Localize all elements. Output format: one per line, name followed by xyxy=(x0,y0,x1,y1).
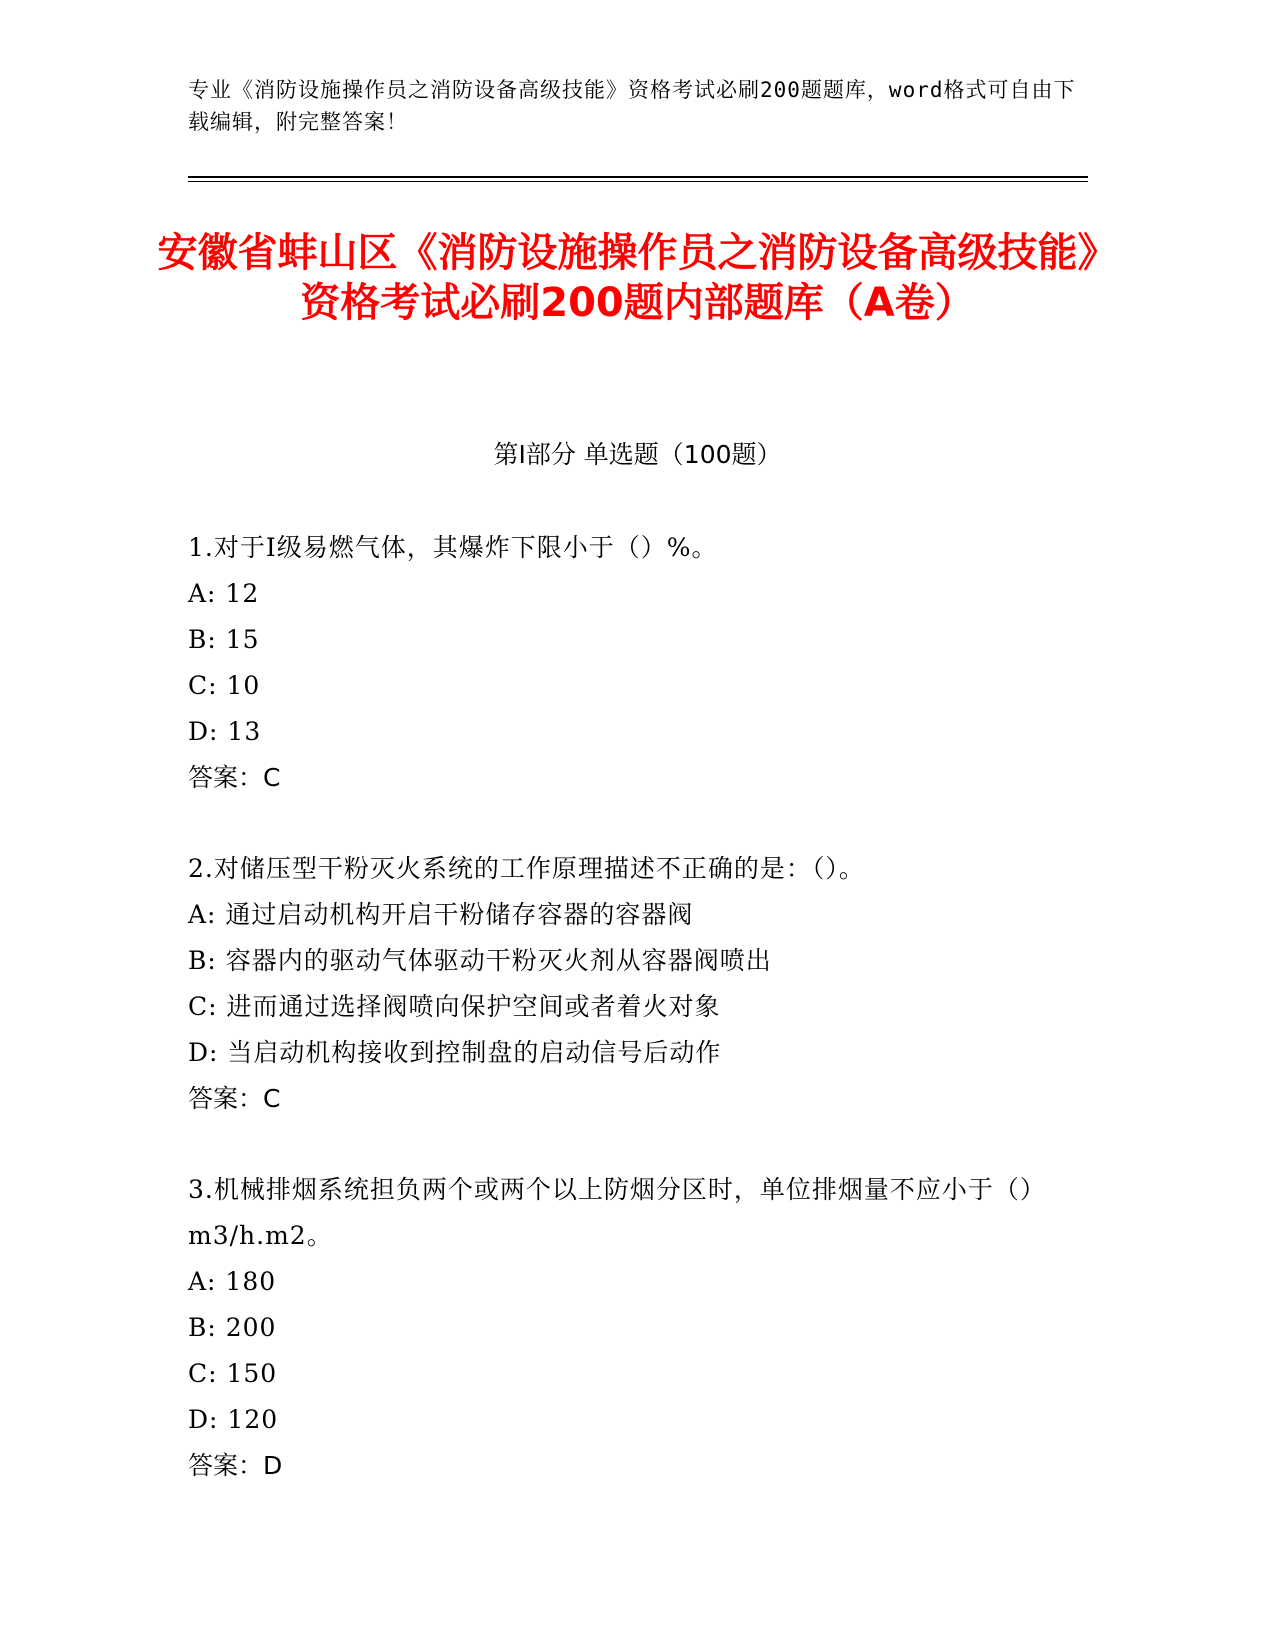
option-d: D: 120 xyxy=(188,1405,279,1434)
option-d: D: 13 xyxy=(188,717,262,746)
question-2 xyxy=(188,846,1068,1122)
option-c: C: 150 xyxy=(188,1359,278,1388)
option-a: A: 12 xyxy=(188,579,260,608)
question-stem: 2.对储压型干粉灭火系统的工作原理描述不正确的是：（）。 xyxy=(188,854,865,883)
option-c: C: 进而通过选择阀喷向保护空间或者着火对象 xyxy=(188,992,721,1021)
header-note: 专业《消防设施操作员之消防设备高级技能》资格考试必刷200题题库，word格式可自由下载编辑，附完整答案！ xyxy=(188,78,1076,134)
question-1 xyxy=(188,525,1068,801)
option-a: A: 180 xyxy=(188,1267,277,1296)
question-3 xyxy=(188,1167,1068,1489)
header-rule-thin xyxy=(188,181,1088,182)
answer: 答案：D xyxy=(188,1451,283,1480)
section-heading: 第Ⅰ部分 单选题（100题） xyxy=(493,440,782,469)
answer: 答案：C xyxy=(188,1084,281,1113)
option-a: A: 通过启动机构开启干粉储存容器的容器阀 xyxy=(188,900,694,929)
option-b: B: 容器内的驱动气体驱动干粉灭火剂从容器阀喷出 xyxy=(188,946,772,975)
option-b: B: 15 xyxy=(188,625,260,654)
option-d: D: 当启动机构接收到控制盘的启动信号后动作 xyxy=(188,1038,722,1067)
option-b: B: 200 xyxy=(188,1313,277,1342)
question-stem: 1.对于Ⅰ级易燃气体，其爆炸下限小于（）%。 xyxy=(188,533,718,562)
document-title: 安徽省蚌山区《消防设施操作员之消防设备高级技能》资格考试必刷200题内部题库（A卷） xyxy=(157,230,1118,326)
answer: 答案：C xyxy=(188,763,281,792)
header-rule-thick xyxy=(188,176,1088,178)
question-stem: 3.机械排烟系统担负两个或两个以上防烟分区时，单位排烟量不应小于（）m3/h.m2。 xyxy=(188,1175,1046,1250)
option-c: C: 10 xyxy=(188,671,261,700)
